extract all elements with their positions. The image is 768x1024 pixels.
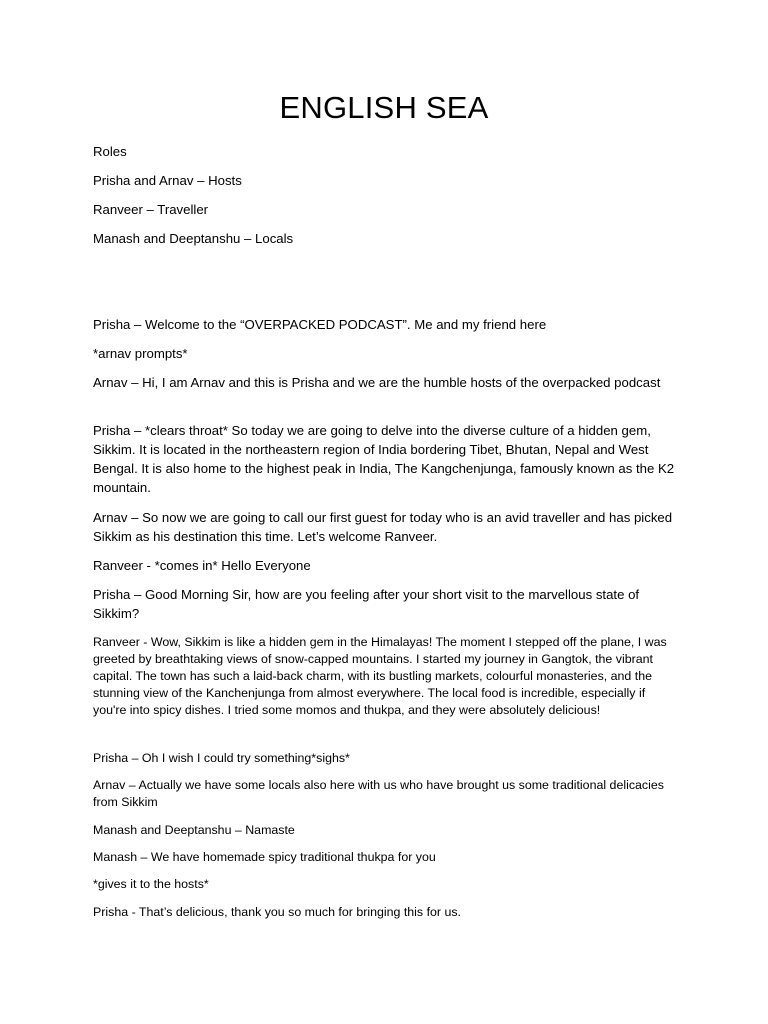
script-line: Arnav – Actually we have some locals also here with us who have brought us some traditional delicacies from Sikkim bbox=[93, 778, 664, 809]
script-line: Manash – We have homemade spicy traditional thukpa for you bbox=[93, 850, 436, 864]
document-title: ENGLISH SEA bbox=[279, 90, 489, 125]
role-line-locals: Manash and Deeptanshu – Locals bbox=[93, 231, 294, 246]
script-line: Ranveer - Wow, Sikkim is like a hidden gem in the Himalayas! The moment I stepped off the plane, I was greeted by breathtaking views of snow-capped mountains. I started my journey in Gangtok, the vibrant capital. The town has such a laid-back charm, with its bustling markets, colourful monasteries, and the stunning view of the Kanchenjunga from almost everywhere. The local food is incredible, especially if you're into spicy dishes. I tried some momos and thukpa, and they were absolutely delicious! bbox=[93, 635, 667, 717]
script-line: Prisha – Oh I wish I could try something*sighs* bbox=[93, 751, 350, 765]
role-line-hosts: Prisha and Arnav – Hosts bbox=[93, 173, 242, 188]
script-line: Prisha – Welcome to the “OVERPACKED PODCAST”. Me and my friend here bbox=[93, 317, 547, 332]
script-line: Manash and Deeptanshu – Namaste bbox=[93, 823, 295, 837]
role-line-traveller: Ranveer – Traveller bbox=[93, 202, 209, 217]
script-line: Prisha - That’s delicious, thank you so much for bringing this for us. bbox=[93, 905, 461, 919]
roles-heading: Roles bbox=[93, 144, 127, 159]
script-line: *arnav prompts* bbox=[93, 346, 188, 361]
script-line: Arnav – Hi, I am Arnav and this is Prisha and we are the humble hosts of the overpacked podcast bbox=[93, 375, 661, 390]
script-line: Ranveer - *comes in* Hello Everyone bbox=[93, 558, 311, 573]
script-line: *gives it to the hosts* bbox=[93, 877, 209, 891]
script-line: Prisha – *clears throat* So today we are going to delve into the diverse culture of a hidden gem, Sikkim. It is located in the northeastern region of India bordering Tibet, Bhutan, Nepal and West Bengal. It is also home to the highest peak in India, The Kangchenjunga, famously known as the K2 mountain. bbox=[93, 423, 675, 495]
script-line: Arnav – So now we are going to call our first guest for today who is an avid traveller and has picked Sikkim as his destination this time. Let’s welcome Ranveer. bbox=[93, 510, 673, 544]
script-line: Prisha – Good Morning Sir, how are you feeling after your short visit to the marvellous state of Sikkim? bbox=[93, 587, 640, 621]
